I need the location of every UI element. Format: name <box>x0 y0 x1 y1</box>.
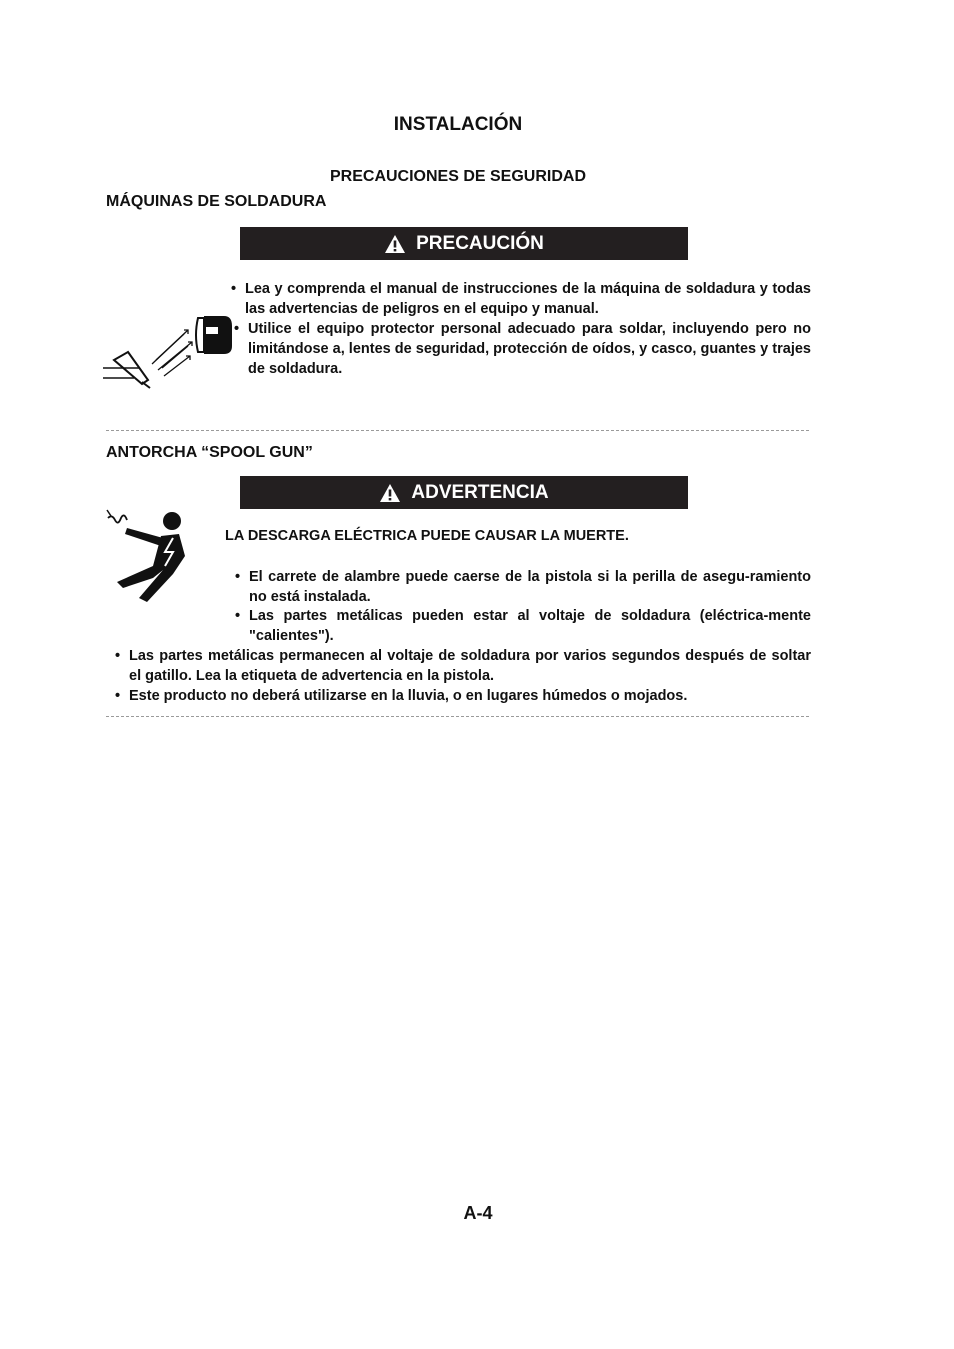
shock-warning-intro: LA DESCARGA ELÉCTRICA PUEDE CAUSAR LA MUERTE. <box>225 528 629 544</box>
warning-triangle-icon <box>379 483 401 503</box>
caution-banner-label: PRECAUCIÓN <box>416 232 544 254</box>
list-item: • Utilice el equipo protector personal adecuado para soldar, incluyendo pero no limitándose a, lentes de seguridad, protección de oídos, y casco, guantes y trajes de soldadura. <box>234 321 811 377</box>
warning-banner-label: ADVERTENCIA <box>411 481 549 503</box>
page-subtitle: PRECAUCIONES DE SEGURIDAD <box>329 168 587 185</box>
page-title: INSTALACIÓN <box>393 114 523 135</box>
caution-bullet-2: Utilice el equipo protector personal adecuado para soldar, incluyendo pero no limitándose a, lentes de seguridad, protección de oídos, y casco, guantes y trajes de soldadura. <box>248 321 811 377</box>
list-item: • Las partes metálicas pueden estar al voltaje de soldadura (eléctrica-mente "calientes"). <box>235 608 811 644</box>
electric-shock-icon <box>103 508 193 610</box>
list-item: • Lea y comprenda el manual de instrucciones de la máquina de soldadura y todas las advertencias de peligros en el equipo y manual. <box>231 281 811 317</box>
warning-bullet-1: El carrete de alambre puede caerse de la pistola si la perilla de asegu-ramiento no está instalada. <box>249 569 811 605</box>
section-divider <box>106 430 809 431</box>
warning-bullet-4: Este producto no deberá utilizarse en la lluvia, o en lugares húmedos o mojados. <box>129 688 688 704</box>
list-item: • El carrete de alambre puede caerse de la pistola si la perilla de asegu-ramiento no está instalada. <box>235 569 811 605</box>
warning-banner <box>240 476 688 509</box>
section-heading-welding-machines: MÁQUINAS DE SOLDADURA <box>106 193 327 210</box>
list-item: • Las partes metálicas permanecen al voltaje de soldadura por varios segundos después de soltar el gatillo. Lea la etiqueta de advertencia en la pistola. <box>115 648 811 684</box>
page-number: A-4 <box>463 1203 493 1223</box>
warning-bullet-2: Las partes metálicas pueden estar al voltaje de soldadura (eléctrica-mente "calientes"). <box>249 608 811 644</box>
warning-triangle-icon <box>384 234 406 254</box>
caution-banner <box>240 227 688 260</box>
warning-bullet-3: Las partes metálicas permanecen al voltaje de soldadura por varios segundos después de soltar el gatillo. Lea la etiqueta de advertencia en la pistola. <box>129 648 811 684</box>
section-heading-spool-gun: ANTORCHA “SPOOL GUN” <box>106 444 313 461</box>
caution-bullet-1: Lea y comprenda el manual de instrucciones de la máquina de soldadura y todas las advertencias de peligros en el equipo y manual. <box>245 281 811 317</box>
welding-helmet-icon <box>100 312 235 392</box>
list-item: • Este producto no deberá utilizarse en la lluvia, o en lugares húmedos o mojados. <box>115 688 688 704</box>
section-divider <box>106 716 809 717</box>
